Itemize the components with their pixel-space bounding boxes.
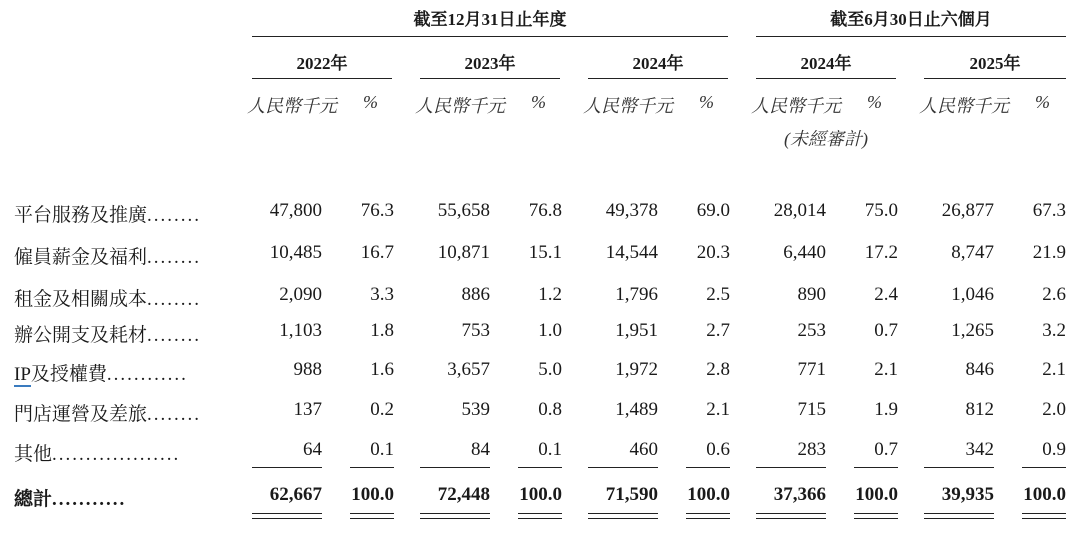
amount-cell: 10,485 xyxy=(269,242,322,263)
row-label-employee-salaries: 僱員薪金及福利........ xyxy=(14,247,202,268)
percent-cell: 20.3 xyxy=(696,242,730,263)
unit-header-2024-hy: 人民幣千元 xyxy=(751,96,841,116)
total-double-rule xyxy=(518,518,562,519)
percent-cell: 0.9 xyxy=(1042,439,1066,460)
row-label-total: 總計........... xyxy=(14,489,127,510)
amount-cell: 846 xyxy=(965,359,994,380)
header-fiscal-year-group: 截至12月31日止年度 xyxy=(413,10,567,29)
amount-cell: 2,090 xyxy=(279,284,322,305)
total-double-rule xyxy=(854,513,898,514)
total-double-rule xyxy=(924,518,994,519)
percent-cell: 2.4 xyxy=(874,284,898,305)
amount-cell: 28,014 xyxy=(773,200,826,221)
row-label-others: 其他................... xyxy=(14,444,181,465)
total-double-rule xyxy=(756,513,826,514)
pct-header-2022: % xyxy=(363,92,378,112)
amount-cell: 1,796 xyxy=(615,284,658,305)
total-double-rule xyxy=(588,518,658,519)
percent-cell: 0.6 xyxy=(706,439,730,460)
percent-cell: 69.0 xyxy=(696,200,730,221)
percent-cell: 0.7 xyxy=(874,439,898,460)
percent-cell: 2.1 xyxy=(1042,359,1066,380)
unit-header-2022: 人民幣千元 xyxy=(247,96,337,116)
amount-cell: 1,103 xyxy=(279,320,322,341)
percent-cell: 2.6 xyxy=(1042,284,1066,305)
header-year-2022: 2022年 xyxy=(296,54,348,73)
percent-cell: 1.9 xyxy=(874,399,898,420)
subtotal-rule xyxy=(924,467,994,468)
percent-cell: 2.1 xyxy=(706,399,730,420)
total-double-rule xyxy=(854,518,898,519)
amount-cell: 6,440 xyxy=(783,242,826,263)
percent-cell: 2.5 xyxy=(706,284,730,305)
rule-year-2024-hy xyxy=(756,78,896,79)
amount-cell: 539 xyxy=(461,399,490,420)
subtotal-rule xyxy=(518,467,562,468)
subtotal-rule xyxy=(420,467,490,468)
amount-cell: 1,046 xyxy=(951,284,994,305)
subtotal-rule xyxy=(588,467,658,468)
percent-cell: 76.3 xyxy=(360,200,394,221)
row-label-store-operations: 門店運營及差旅........ xyxy=(14,404,202,425)
amount-cell: 988 xyxy=(293,359,322,380)
total-amount-cell: 37,366 xyxy=(773,484,826,505)
pct-header-2024-hy: % xyxy=(867,92,882,112)
amount-cell: 886 xyxy=(461,284,490,305)
percent-cell: 17.2 xyxy=(864,242,898,263)
total-double-rule xyxy=(420,518,490,519)
percent-cell: 1.2 xyxy=(538,284,562,305)
subtotal-rule xyxy=(1022,467,1066,468)
rule-year-2025-hy xyxy=(924,78,1066,79)
percent-cell: 75.0 xyxy=(864,200,898,221)
amount-cell: 812 xyxy=(965,399,994,420)
total-double-rule xyxy=(1022,513,1066,514)
percent-cell: 15.1 xyxy=(528,242,562,263)
amount-cell: 890 xyxy=(797,284,826,305)
subtotal-rule xyxy=(252,467,322,468)
amount-cell: 84 xyxy=(471,439,490,460)
total-double-rule xyxy=(686,513,730,514)
total-double-rule xyxy=(756,518,826,519)
row-label-platform-services: 平台服務及推廣........ xyxy=(14,205,202,226)
total-double-rule xyxy=(350,518,394,519)
total-amount-cell: 72,448 xyxy=(437,484,490,505)
percent-cell: 3.3 xyxy=(370,284,394,305)
amount-cell: 47,800 xyxy=(269,200,322,221)
total-double-rule xyxy=(252,513,322,514)
amount-cell: 26,877 xyxy=(941,200,994,221)
subtotal-rule xyxy=(686,467,730,468)
total-percent-cell: 100.0 xyxy=(1023,484,1066,505)
total-double-rule xyxy=(252,518,322,519)
percent-cell: 3.2 xyxy=(1042,320,1066,341)
total-double-rule xyxy=(588,513,658,514)
amount-cell: 137 xyxy=(293,399,322,420)
amount-cell: 49,378 xyxy=(605,200,658,221)
percent-cell: 0.1 xyxy=(538,439,562,460)
percent-cell: 2.0 xyxy=(1042,399,1066,420)
percent-cell: 76.8 xyxy=(528,200,562,221)
percent-cell: 5.0 xyxy=(538,359,562,380)
total-double-rule xyxy=(518,513,562,514)
total-amount-cell: 62,667 xyxy=(269,484,322,505)
subtotal-rule xyxy=(756,467,826,468)
amount-cell: 14,544 xyxy=(605,242,658,263)
total-double-rule xyxy=(686,518,730,519)
percent-cell: 2.8 xyxy=(706,359,730,380)
row-label-office-expenses: 辦公開支及耗材........ xyxy=(14,325,202,346)
percent-cell: 21.9 xyxy=(1032,242,1066,263)
rule-fiscal-year-group xyxy=(252,36,728,37)
header-year-2023: 2023年 xyxy=(464,54,516,73)
total-double-rule xyxy=(924,513,994,514)
header-half-year-group: 截至6月30日止六個月 xyxy=(830,10,992,29)
amount-cell: 753 xyxy=(461,320,490,341)
amount-cell: 8,747 xyxy=(951,242,994,263)
subtotal-rule xyxy=(854,467,898,468)
unaudited-note: (未經審計) xyxy=(784,129,868,149)
amount-cell: 253 xyxy=(797,320,826,341)
amount-cell: 771 xyxy=(797,359,826,380)
subtotal-rule xyxy=(350,467,394,468)
total-amount-cell: 39,935 xyxy=(941,484,994,505)
header-year-2024-hy: 2024年 xyxy=(800,54,852,73)
percent-cell: 0.2 xyxy=(370,399,394,420)
amount-cell: 1,972 xyxy=(615,359,658,380)
rule-year-2022 xyxy=(252,78,392,79)
percent-cell: 0.1 xyxy=(370,439,394,460)
unit-header-2024-fy: 人民幣千元 xyxy=(583,96,673,116)
percent-cell: 2.1 xyxy=(874,359,898,380)
header-year-2024-fy: 2024年 xyxy=(632,54,684,73)
total-double-rule xyxy=(350,513,394,514)
rule-year-2023 xyxy=(420,78,560,79)
amount-cell: 1,951 xyxy=(615,320,658,341)
row-label-ip-license-fees: IP及授權費............ xyxy=(14,364,188,385)
amount-cell: 1,489 xyxy=(615,399,658,420)
header-year-2025-hy: 2025年 xyxy=(969,54,1021,73)
percent-cell: 0.7 xyxy=(874,320,898,341)
unit-header-2025-hy: 人民幣千元 xyxy=(919,96,1009,116)
total-percent-cell: 100.0 xyxy=(519,484,562,505)
amount-cell: 342 xyxy=(965,439,994,460)
total-percent-cell: 100.0 xyxy=(687,484,730,505)
total-percent-cell: 100.0 xyxy=(351,484,394,505)
amount-cell: 715 xyxy=(797,399,826,420)
total-double-rule xyxy=(420,513,490,514)
amount-cell: 55,658 xyxy=(437,200,490,221)
amount-cell: 10,871 xyxy=(437,242,490,263)
percent-cell: 1.0 xyxy=(538,320,562,341)
pct-header-2023: % xyxy=(531,92,546,112)
pct-header-2024-fy: % xyxy=(699,92,714,112)
row-label-rent-costs: 租金及相關成本........ xyxy=(14,289,202,310)
amount-cell: 3,657 xyxy=(447,359,490,380)
percent-cell: 1.8 xyxy=(370,320,394,341)
total-double-rule xyxy=(1022,518,1066,519)
percent-cell: 1.6 xyxy=(370,359,394,380)
percent-cell: 0.8 xyxy=(538,399,562,420)
percent-cell: 67.3 xyxy=(1032,200,1066,221)
total-percent-cell: 100.0 xyxy=(855,484,898,505)
unit-header-2023: 人民幣千元 xyxy=(415,96,505,116)
amount-cell: 1,265 xyxy=(951,320,994,341)
amount-cell: 64 xyxy=(303,439,322,460)
rule-year-2024-fy xyxy=(588,78,728,79)
amount-cell: 460 xyxy=(629,439,658,460)
rule-half-year-group xyxy=(756,36,1066,37)
total-amount-cell: 71,590 xyxy=(605,484,658,505)
percent-cell: 16.7 xyxy=(360,242,394,263)
percent-cell: 2.7 xyxy=(706,320,730,341)
amount-cell: 283 xyxy=(797,439,826,460)
pct-header-2025-hy: % xyxy=(1035,92,1050,112)
